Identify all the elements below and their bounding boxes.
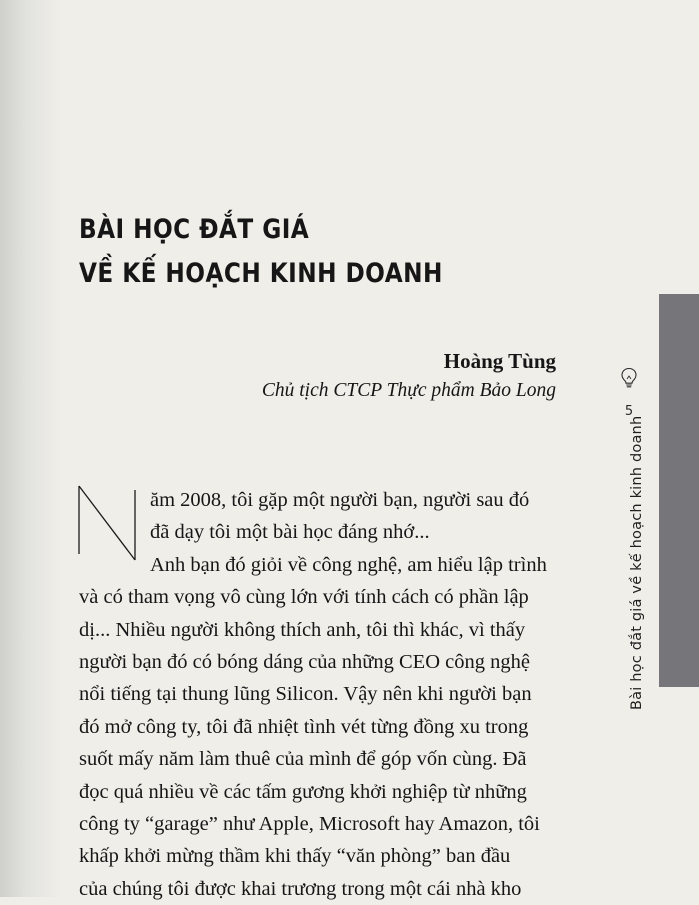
page-number: 5 (624, 404, 634, 419)
body-line: suốt mấy năm làm thuê của mình để góp vốn cùng. Đã (79, 748, 527, 771)
body-line: công ty “garage” như Apple, Microsoft hay Amazon, tôi (79, 813, 540, 836)
body-text (79, 484, 557, 905)
author-name: Hoàng Tùng (443, 349, 556, 373)
lightbulb-icon (620, 367, 638, 389)
body-line: và có tham vọng vô cùng lớn với tính cách có phần lập (79, 586, 529, 609)
page-gutter-shadow (0, 0, 60, 897)
running-head: Bài học đắt giá về kế hoạch kinh doanh (629, 415, 645, 710)
body-line: dị... Nhiều người không thích anh, tôi thì khác, vì thấy (79, 618, 526, 641)
side-tab (659, 294, 699, 687)
body-line: nổi tiếng tại thung lũng Silicon. Vậy nên khi người bạn (79, 683, 532, 706)
chapter-title (79, 208, 443, 296)
body-line: đọc quá nhiều về các tấm gương khởi nghiệp từ những (79, 780, 527, 803)
body-line: đã dạy tôi một bài học đáng nhớ... (150, 521, 430, 544)
body-line: của chúng tôi được khai trương trong một cái nhà kho (79, 877, 522, 900)
body-line: người bạn đó có bóng dáng của những CEO công nghệ (79, 651, 530, 674)
chapter-title-line-2: VỀ KẾ HOẠCH KINH DOANH (79, 258, 443, 289)
body-line: Anh bạn đó giỏi về công nghệ, am hiểu lập trình (150, 553, 547, 576)
chapter-title-line-1: BÀI HỌC ĐẮT GIÁ (79, 214, 310, 245)
body-line: khấp khởi mừng thầm khi thấy “văn phòng” ban đầu (79, 845, 511, 868)
author-role: Chủ tịch CTCP Thực phẩm Bảo Long (261, 380, 556, 401)
body-line: ăm 2008, tôi gặp một người bạn, người sau đó (150, 489, 530, 511)
body-line: đó mở công ty, tôi đã nhiệt tình vét từng đồng xu trong (79, 715, 529, 738)
drop-cap-letter: N (107, 504, 109, 505)
